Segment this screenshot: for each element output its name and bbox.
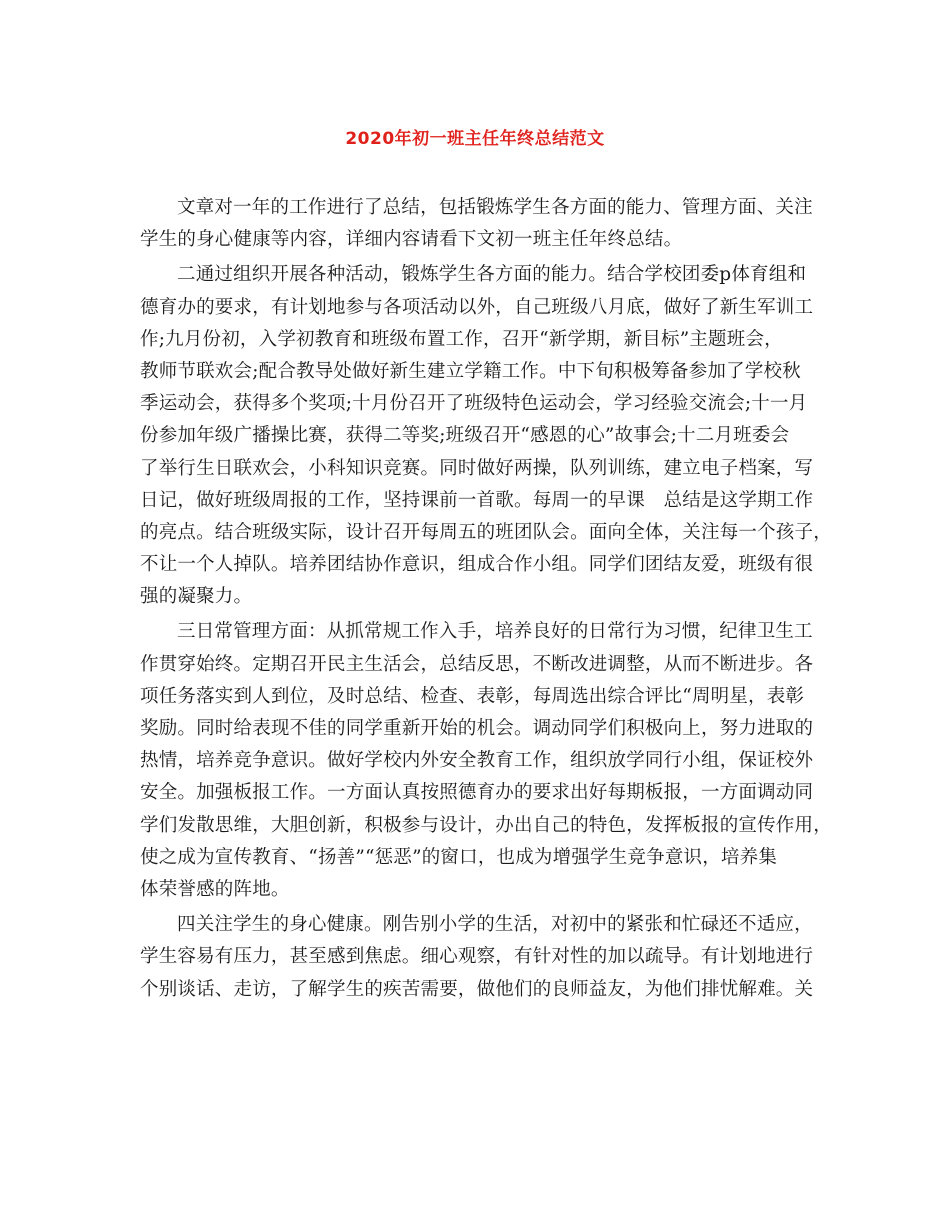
text-line: 四关注学生的身心健康。刚告别小学的生活，对初中的紧张和忙碌还不适应， [177, 914, 813, 936]
paragraph-2 [140, 259, 832, 613]
text-line: 强的凝聚力。 [140, 586, 253, 608]
text-line: 文章对一年的工作进行了总结，包括锻炼学生各方面的能力、管理方面、关注 [177, 197, 813, 218]
text-line: 使之成为宣传教育、“扬善”“惩恶”的窗口，也成为增强学生竞争意识，培养集 [140, 846, 778, 868]
text-line: 教师节联欢会;配合教导处做好新生建立学籍工作。中下旬积极筹备参加了学校秋 [140, 360, 801, 382]
text-line: 学们发散思维，大胆创新，积极参与设计，办出自己的特色，发挥板报的宣传作用， [140, 814, 832, 836]
paragraph-4 [140, 909, 824, 1006]
text-line: 季运动会，获得多个奖项;十月份召开了班级特色运动会，学习经验交流会;十一月 [140, 393, 808, 415]
text-line: 不让一个人掉队。培养团结协作意识，组成合作小组。同学们团结友爱，班级有很 [140, 554, 814, 576]
text-line: 的亮点。结合班级实际，设计召开每周五的班团队会。面向全体，关注每一个孩子， [140, 521, 832, 543]
paragraph-3 [140, 616, 832, 906]
text-line: 作;九月份初，入学初教育和班级布置工作，召开“新学期，新目标”主题班会， [140, 328, 783, 350]
document-title: 2020年初一班主任年终总结范文 [345, 129, 605, 149]
text-line: 份参加年级广播操比赛，获得二等奖;班级召开“感恩的心”故事会;十二月班委会 [140, 425, 790, 447]
text-line: 作贯穿始终。定期召开民主生活会，总结反思，不断改进调整，从而不断进步。各 [140, 653, 814, 675]
text-line: 了举行生日联欢会，小科知识竞赛。同时做好两操，队列训练，建立电子档案，写 [140, 457, 814, 479]
text-line: 学生容易有压力，甚至感到焦虑。细心观察，有针对性的加以疏导。有计划地进行 [140, 946, 814, 968]
text-line: 项任务落实到人到位，及时总结、检查、表彰，每周选出综合评比“周明星，表彰 [140, 685, 805, 707]
text-line: 奖励。同时给表现不佳的同学重新开始的机会。调动同学们积极向上，努力进取的 [140, 718, 814, 739]
text-line: 体荣誉感的阵地。 [140, 878, 290, 900]
paragraph-1 [140, 192, 824, 256]
text-line: 安全。加强板报工作。一方面认真按照德育办的要求出好每期板报，一方面调动同 [140, 782, 814, 804]
text-line: 个别谈话、走访，了解学生的疾苦需要，做他们的良师益友，为他们排忧解难。关 [140, 978, 814, 1000]
text-line: 三日常管理方面：从抓常规工作入手，培养良好的日常行为习惯，纪律卫生工 [177, 621, 813, 643]
text-line: 学生的身心健康等内容，详细内容请看下文初一班主任年终总结。 [140, 229, 683, 251]
text-line: 二通过组织开展各种活动，锻炼学生各方面的能力。结合学校团委p体育组和 [177, 264, 807, 286]
text-line: 德育办的要求，有计划地参与各项活动以外，自己班级八月底，做好了新生军训工 [140, 296, 814, 318]
text-line: 热情，培养竞争意识。做好学校内外安全教育工作，组织放学同行小组，保证校外 [140, 750, 814, 772]
text-line: 日记，做好班级周报的工作，坚持课前一首歌。每周一的早课 总结是这学期工作 [140, 489, 814, 511]
document-body [140, 192, 832, 1009]
